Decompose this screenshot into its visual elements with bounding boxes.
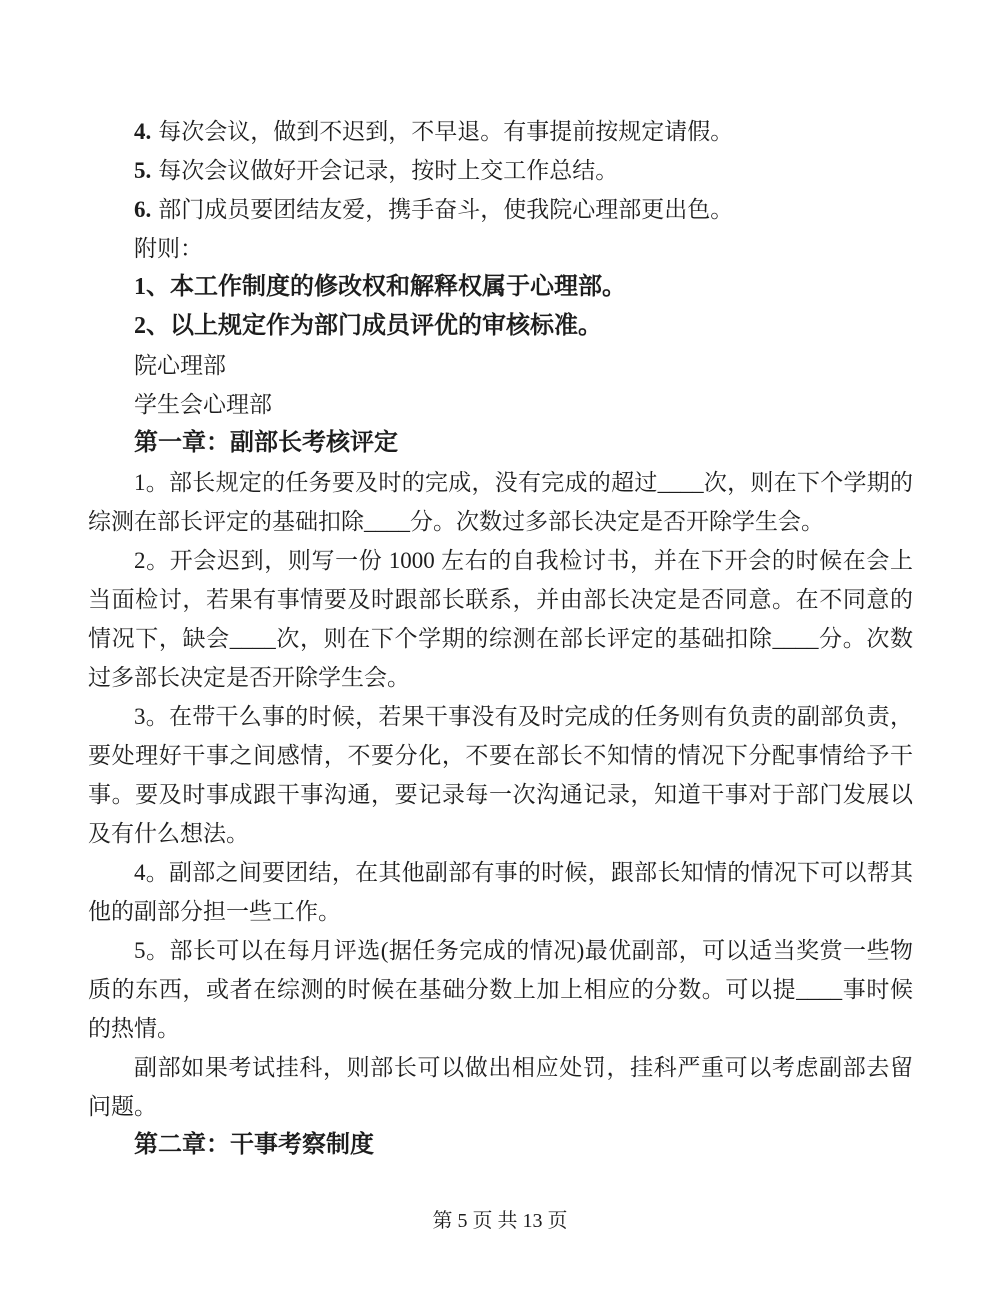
- para-3-line-3: 事。要及时事成跟干事沟通，要记录每一次沟通记录，知道干事对于部门发展以: [88, 782, 913, 807]
- rule-item-6-number: 6.: [134, 197, 152, 222]
- rule-item-6-text: 部门成员要团结友爱，携手奋斗，使我院心理部更出色。: [158, 197, 734, 222]
- document-body: [88, 112, 913, 1165]
- rule-item-4-number: 4.: [134, 119, 152, 144]
- para-5-line-3: 的热情。: [88, 1016, 180, 1041]
- page-number: 第 5 页 共 13 页: [432, 1210, 568, 1232]
- rule-item-5-text: 每次会议做好开会记录，按时上交工作总结。: [158, 158, 619, 183]
- rule-item-4-text: 每次会议，做到不迟到，不早退。有事提前按规定请假。: [158, 119, 734, 144]
- para-1-line-1: 1。部长规定的任务要及时的完成，没有完成的超过____次，则在下个学期的: [134, 470, 913, 495]
- chapter-2-heading: 第二章：干事考察制度: [134, 1132, 374, 1158]
- para-5-line-1: 5。部长可以在每月评选(据任务完成的情况)最优副部，可以适当奖赏一些物: [134, 938, 913, 963]
- para-4-line-2: 他的副部分担一些工作。: [88, 899, 341, 924]
- para-3-line-1: 3。在带干么事的时候，若果干事没有及时完成的任务则有负责的副部负责，: [134, 704, 913, 729]
- para-3-line-4: 及有什么想法。: [88, 821, 249, 846]
- dept-signature-line-2: 学生会心理部: [134, 392, 272, 417]
- appendix-rule-2: 2、以上规定作为部门成员评优的审核标准。: [134, 313, 602, 339]
- appendix-label: 附则：: [134, 236, 203, 261]
- appendix-rule-1: 1、本工作制度的修改权和解释权属于心理部。: [134, 274, 626, 300]
- para-6-line-1: 副部如果考试挂科，则部长可以做出相应处罚，挂科严重可以考虑副部去留: [134, 1055, 913, 1080]
- rule-item-5-number: 5.: [134, 158, 152, 183]
- para-2-line-1: 2。开会迟到，则写一份 1000 左右的自我检讨书，并在下开会的时候在会上: [134, 548, 913, 573]
- rule-item-6: [88, 190, 913, 229]
- rule-item-4: [88, 112, 913, 151]
- para-1-line-2: 综测在部长评定的基础扣除____分。次数过多部长决定是否开除学生会。: [88, 509, 824, 534]
- para-6-line-2: 问题。: [88, 1094, 157, 1119]
- para-2-line-3: 情况下，缺会____次，则在下个学期的综测在部长评定的基础扣除____分。次数: [88, 626, 913, 651]
- para-2-line-4: 过多部长决定是否开除学生会。: [88, 665, 410, 690]
- chapter-1-heading: 第一章：副部长考核评定: [134, 430, 398, 456]
- para-3-line-2: 要处理好干事之间感情，不要分化，不要在部长不知情的情况下分配事情给予干: [88, 743, 913, 768]
- para-4-line-1: 4。副部之间要团结，在其他副部有事的时候，跟部长知情的情况下可以帮其: [134, 860, 913, 885]
- dept-signature-line-1: 院心理部: [134, 353, 226, 378]
- para-2-line-2: 当面检讨，若果有事情要及时跟部长联系，并由部长决定是否同意。在不同意的: [88, 587, 913, 612]
- para-5-line-2: 质的东西，或者在综测的时候在基础分数上加上相应的分数。可以提____事时候: [88, 977, 913, 1002]
- rule-item-5: [88, 151, 913, 190]
